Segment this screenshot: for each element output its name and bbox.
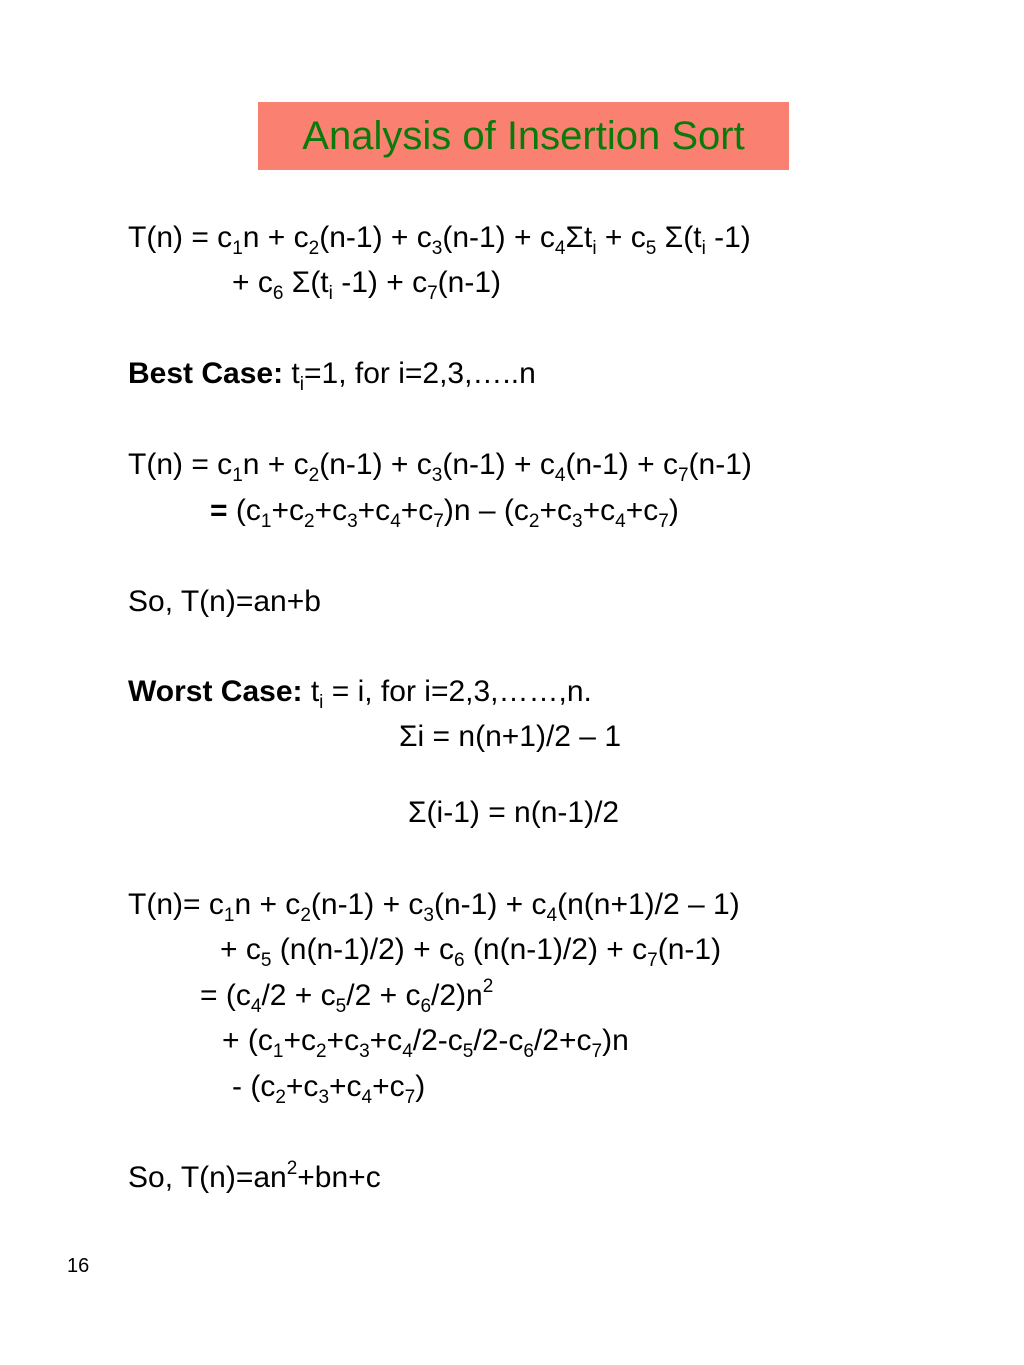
title-banner <box>258 102 789 170</box>
page-number: 16 <box>67 1255 90 1277</box>
formula-text: +c <box>329 1070 362 1103</box>
formula-text: t <box>291 357 300 390</box>
formula-text: -1) <box>705 221 751 254</box>
subscript: 4 <box>546 905 558 926</box>
formula-text: (n-1) + c <box>442 448 555 481</box>
formula-text: /2+c <box>533 1024 592 1057</box>
formula-text: (n(n-1)/2) + c <box>464 933 648 966</box>
formula-line <box>128 220 751 259</box>
subscript: 6 <box>454 950 465 971</box>
formula-text: (n-1) + c <box>442 221 555 254</box>
formula-text: n + c <box>234 888 301 921</box>
subscript: 2 <box>315 1041 327 1062</box>
subscript: 3 <box>318 1087 330 1108</box>
subscript: i <box>592 238 597 259</box>
formula-text: +c <box>285 1070 319 1103</box>
subscript: 3 <box>572 511 583 532</box>
formula-text: So, T(n)=an+b <box>128 585 321 618</box>
conclusion-line <box>128 584 321 620</box>
formula-line <box>128 447 752 486</box>
formula-text: (n-1) <box>437 266 502 299</box>
formula-text: (n-1) + c <box>310 888 424 921</box>
formula-text: (n-1) + c <box>434 888 547 921</box>
subscript: 4 <box>402 1041 413 1062</box>
formula-text: /2)n <box>431 979 483 1012</box>
subscript: 6 <box>523 1041 534 1062</box>
formula-text: n + c <box>242 448 309 481</box>
formula-text: /2 + c <box>261 979 336 1012</box>
subscript: 4 <box>390 511 401 532</box>
superscript: 2 <box>482 976 494 997</box>
formula-line <box>220 932 722 971</box>
subscript: 7 <box>433 511 444 532</box>
formula-text: )n <box>602 1024 629 1057</box>
subscript: 7 <box>647 950 658 971</box>
subscript: 3 <box>431 238 443 259</box>
subscript: 3 <box>347 511 358 532</box>
subscript: 5 <box>462 1041 474 1062</box>
subscript: i <box>319 692 324 713</box>
subscript: 2 <box>528 511 540 532</box>
formula-text: +bn+c <box>297 1161 381 1194</box>
best-case-heading <box>128 356 536 395</box>
formula-text: + (c <box>222 1024 273 1057</box>
formula-line <box>408 795 619 831</box>
formula-text: T(n)= c <box>128 888 224 921</box>
formula-text: ) <box>668 494 679 527</box>
subscript: 4 <box>615 511 626 532</box>
subscript: 5 <box>335 996 347 1017</box>
formula-text: +c <box>271 494 304 527</box>
formula-text: T(n) = c <box>128 221 233 254</box>
formula-text: - (c <box>232 1070 276 1103</box>
formula-line <box>210 493 679 532</box>
formula-text: -1) + c <box>332 266 428 299</box>
superscript: 2 <box>286 1158 298 1179</box>
formula-text: )n – (c <box>443 494 529 527</box>
formula-text: +c <box>357 494 391 527</box>
subscript: 3 <box>431 465 443 486</box>
formula-text: +c <box>372 1070 405 1103</box>
formula-text: (c <box>235 494 261 527</box>
subscript: 1 <box>232 238 243 259</box>
formula-line <box>128 887 740 926</box>
formula-line <box>232 1069 426 1108</box>
formula-text: = i, for i=2,3,……,n. <box>323 675 592 708</box>
subscript: 1 <box>232 465 243 486</box>
formula-text: +c <box>625 494 659 527</box>
subscript: i <box>299 374 304 395</box>
subscript: 3 <box>423 905 434 926</box>
formula-line <box>399 719 621 755</box>
formula-text: = (c <box>200 979 251 1012</box>
subscript: 7 <box>677 465 689 486</box>
formula-text: + c <box>232 266 273 299</box>
formula-line <box>200 976 494 1017</box>
formula-text: /2-c <box>473 1024 524 1057</box>
subscript: 4 <box>554 238 566 259</box>
formula-text: +c <box>539 494 573 527</box>
bold-label: Best Case: <box>128 357 292 390</box>
bold-label: Worst Case: <box>128 675 311 708</box>
formula-text: Σ(t <box>656 221 702 254</box>
subscript: 7 <box>591 1041 603 1062</box>
subscript: 2 <box>303 511 315 532</box>
subscript: 1 <box>272 1041 284 1062</box>
subscript: 2 <box>275 1087 286 1108</box>
subscript: 3 <box>359 1041 370 1062</box>
formula-text: +c <box>369 1024 403 1057</box>
subscript: 2 <box>308 238 320 259</box>
formula-text: T(n) = c <box>128 448 233 481</box>
bold-label: = <box>210 494 236 527</box>
formula-text: +c <box>400 494 434 527</box>
formula-text: +c <box>326 1024 360 1057</box>
formula-text: Σi = n(n+1)/2 – 1 <box>399 720 622 753</box>
formula-line <box>222 1023 629 1062</box>
formula-text: /2 + c <box>346 979 421 1012</box>
formula-text: Σt <box>565 221 593 254</box>
subscript: 6 <box>272 283 284 304</box>
formula-text: Σ(i-1) = n(n-1)/2 <box>408 796 620 829</box>
formula-text: /2-c <box>412 1024 463 1057</box>
subscript: 7 <box>658 511 669 532</box>
formula-text: +c <box>283 1024 316 1057</box>
formula-text: So, T(n)=an <box>128 1161 287 1194</box>
formula-text: (n-1) + c <box>319 221 432 254</box>
formula-text: (n(n-1)/2) + c <box>271 933 454 966</box>
formula-text: + c <box>596 221 646 254</box>
formula-text: Σ(t <box>283 266 329 299</box>
formula-text: (n-1) + c <box>565 448 678 481</box>
formula-text: (n-1) <box>657 933 722 966</box>
conclusion-line <box>128 1160 381 1196</box>
subscript: 4 <box>554 465 566 486</box>
subscript: 4 <box>361 1087 373 1108</box>
formula-text: n + c <box>242 221 309 254</box>
subscript: i <box>328 283 333 304</box>
formula-text: ) <box>415 1070 426 1103</box>
formula-text: +c <box>314 494 348 527</box>
worst-case-heading <box>128 674 592 713</box>
formula-text: (n-1) + c <box>319 448 432 481</box>
subscript: i <box>701 238 706 259</box>
formula-text: t <box>310 675 320 708</box>
subscript: 2 <box>300 905 311 926</box>
subscript: 1 <box>260 511 272 532</box>
subscript: 5 <box>645 238 657 259</box>
formula-text: +c <box>582 494 616 527</box>
slide-title: Analysis of Insertion Sort <box>302 113 745 158</box>
subscript: 1 <box>223 905 235 926</box>
subscript: 6 <box>420 996 432 1017</box>
formula-text: (n-1) <box>688 448 752 481</box>
subscript: 7 <box>404 1087 416 1108</box>
formula-text: + c <box>220 933 261 966</box>
subscript: 5 <box>260 950 272 971</box>
formula-text: =1, for i=2,3,…..n <box>303 357 536 390</box>
subscript: 4 <box>250 996 262 1017</box>
formula-text: (n(n+1)/2 – 1) <box>557 888 740 921</box>
formula-line <box>232 265 502 304</box>
subscript: 2 <box>308 465 320 486</box>
subscript: 7 <box>427 283 438 304</box>
